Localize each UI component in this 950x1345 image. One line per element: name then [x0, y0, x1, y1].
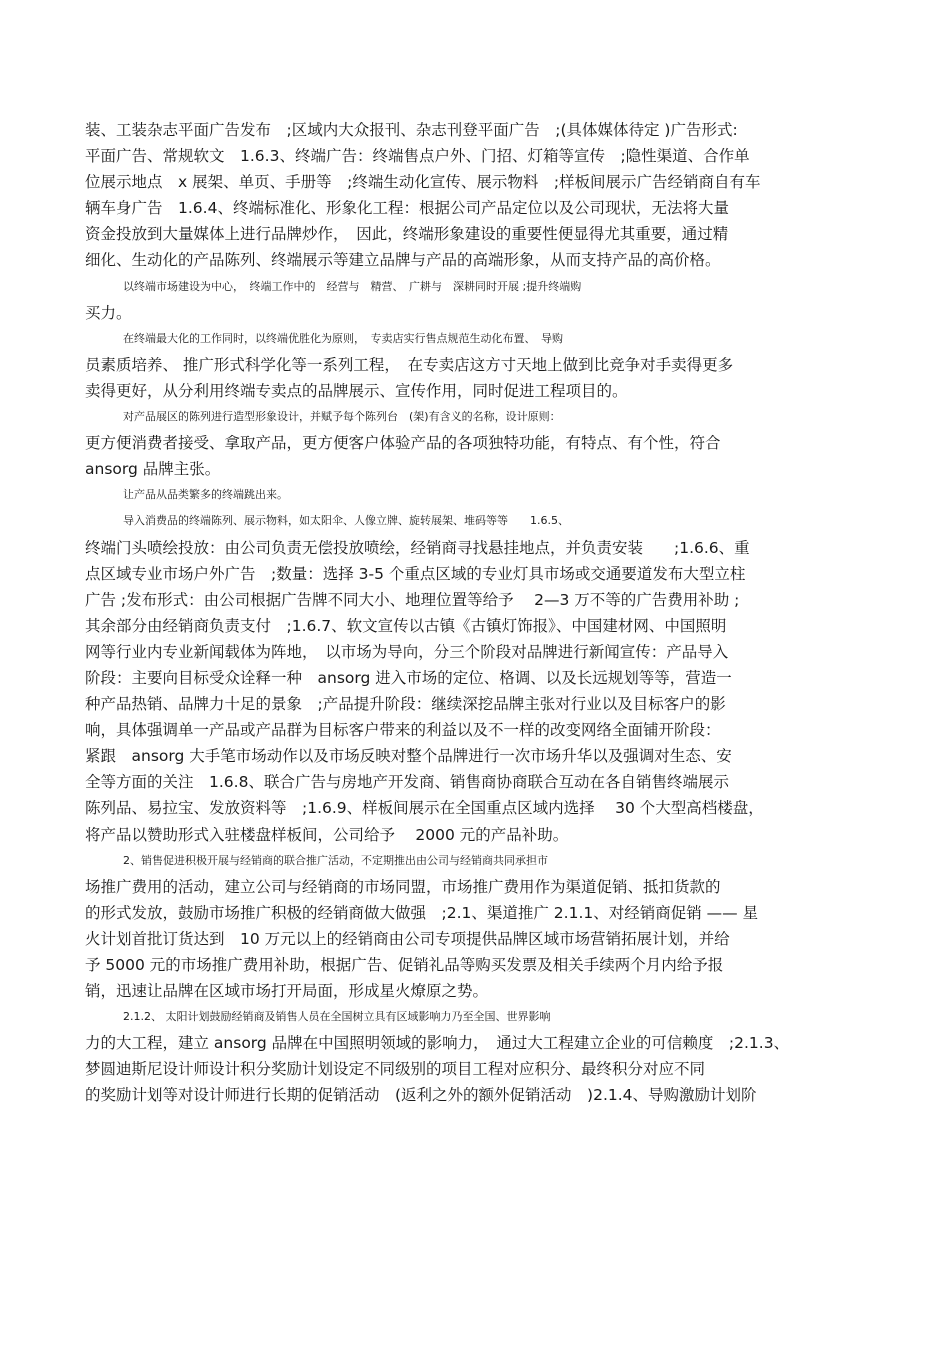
- text-line: 网等行业内专业新闻载体为阵地， 以市场为导向，分三个阶段对品牌进行新闻宣传：产品导入: [85, 642, 729, 661]
- text-line: ansorg 品牌主张。: [85, 460, 221, 479]
- text-line: 种产品热销、品牌力十足的景象 ;产品提升阶段：继续深挖品牌主张对行业以及目标客户的影: [85, 695, 726, 714]
- text-line: 陈列品、易拉宝、发放资料等 ;1.6.9、样板间展示在全国重点区域内选择 30 个大型高档楼盘，: [85, 799, 764, 818]
- text-line: 导入消费品的终端陈列、展示物料，如太阳伞、人像立牌、旋转展架、堆码等等 1.6.5、: [123, 514, 569, 528]
- text-line: 资金投放到大量媒体上进行品牌炒作， 因此，终端形象建设的重要性便显得尤其重要，通过精: [85, 225, 729, 244]
- text-line: 装、工装杂志平面广告发布 ;区域内大众报刊、杂志刊登平面广告 ;(具体媒体待定 )广告形式:: [85, 121, 738, 139]
- text-line: 更方便消费者接受、拿取产品，更方便客户体验产品的各项独特功能，有特点、有个性，符合: [85, 434, 721, 453]
- text-line: 场推广费用的活动，建立公司与经销商的市场同盟，市场推广费用作为渠道促销、抵扣货款的: [85, 877, 721, 896]
- text-line: 2.1.2、 太阳计划鼓励经销商及销售人员在全国树立具有区域影响力乃至全国、世界影响: [123, 1010, 551, 1024]
- text-line: 位展示地点 x 展架、单页、手册等 ;终端生动化宣传、展示物料 ;样板间展示广告经销商自有车: [85, 173, 761, 192]
- text-line: 在终端最大化的工作同时，以终端优胜化为原则， 专卖店实行售点规范生动化布置、 导购: [123, 331, 563, 345]
- text-line: 的奖励计划等对设计师进行长期的促销活动 (返利之外的额外促销活动 )2.1.4、导购激励计划阶: [85, 1086, 757, 1105]
- text-line: 以终端市场建设为中心， 终端工作中的 经营与 精营、 广耕与 深耕同时开展 ;提升终端购: [123, 279, 582, 293]
- text-line: 阶段：主要向目标受众诠释一种 ansorg 进入市场的定位、格调、以及长远规划等等，营造一: [85, 668, 732, 687]
- text-line: 买力。: [85, 303, 132, 322]
- text-line: 的形式发放，鼓励市场推广积极的经销商做大做强 ;2.1、渠道推广 2.1.1、对经销商促销 —— 星: [85, 903, 759, 922]
- text-line: 火计划首批订货达到 10 万元以上的经销商由公司专项提供品牌区域市场营销拓展计划，并给: [85, 929, 730, 948]
- text-line: 其余部分由经销商负责支付 ;1.6.7、软文宣传以古镇《古镇灯饰报》、中国建材网、中国照明: [85, 616, 727, 635]
- body-text: [85, 117, 875, 1109]
- text-line: 让产品从品类繁多的终端跳出来。: [123, 488, 288, 502]
- text-line: 销，迅速让品牌在区域市场打开局面，形成星火燎原之势。: [85, 982, 489, 1001]
- text-line: 梦圆迪斯尼设计师设计积分奖励计划设定不同级别的项目工程对应积分、最终积分对应不同: [85, 1060, 706, 1079]
- text-line: 力的大工程，建立 ansorg 品牌在中国照明领域的影响力， 通过大工程建立企业的可信赖度 ;2.1.3、: [85, 1034, 790, 1053]
- text-line: 2、销售促进积极开展与经销商的联合推广活动，不定期推出由公司与经销商共同承担市: [123, 853, 548, 867]
- text-line: 卖得更好，从分利用终端专卖点的品牌展示、宣传作用，同时促进工程项目的。: [85, 381, 628, 400]
- text-line: 辆车身广告 1.6.4、终端标准化、形象化工程：根据公司产品定位以及公司现状，无法将大量: [85, 199, 729, 218]
- text-line: 平面广告、常规软文 1.6.3、终端广告：终端售点户外、门招、灯箱等宣传 ;隐性渠道、合作单: [85, 147, 750, 166]
- text-line: 点区域专业市场户外广告 ;数量：选择 3-5 个重点区域的专业灯具市场或交通要道发布大型立柱: [85, 564, 746, 583]
- text-line: 全等方面的关注 1.6.8、联合广告与房地产开发商、销售商协商联合互动在各自销售终端展示: [85, 773, 729, 792]
- text-line: 响，具体强调单一产品或产品群为目标客户带来的利益以及不一样的改变网络全面铺开阶段：: [85, 721, 721, 740]
- text-line: 将产品以赞助形式入驻楼盘样板间，公司给予 2000 元的产品补助。: [85, 825, 569, 844]
- text-line: 细化、生动化的产品陈列、终端展示等建立品牌与产品的高端形象，从而支持产品的高价格。: [85, 251, 721, 270]
- text-line: 广告 ;发布形式：由公司根据广告牌不同大小、地理位置等给予 2—3 万不等的广告费用补助 ;: [85, 590, 740, 609]
- text-line: 员素质培养、 推广形式科学化等一系列工程， 在专卖店这方寸天地上做到比竞争对手卖得更多: [85, 355, 734, 374]
- text-line: 紧跟 ansorg 大手笔市场动作以及市场反映对整个品牌进行一次市场升华以及强调对生态、安: [85, 747, 732, 766]
- text-line: 予 5000 元的市场推广费用补助，根据广告、促销礼品等购买发票及相关手续两个月内给予报: [85, 956, 724, 974]
- text-line: 终端门头喷绘投放：由公司负责无偿投放喷绘，经销商寻找悬挂地点，并负责安装 ;1.6.6、重: [85, 538, 750, 557]
- text-line: 对产品展区的陈列进行造型形象设计，并赋予每个陈列台 (架)有含义的名称，设计原则：: [123, 410, 561, 424]
